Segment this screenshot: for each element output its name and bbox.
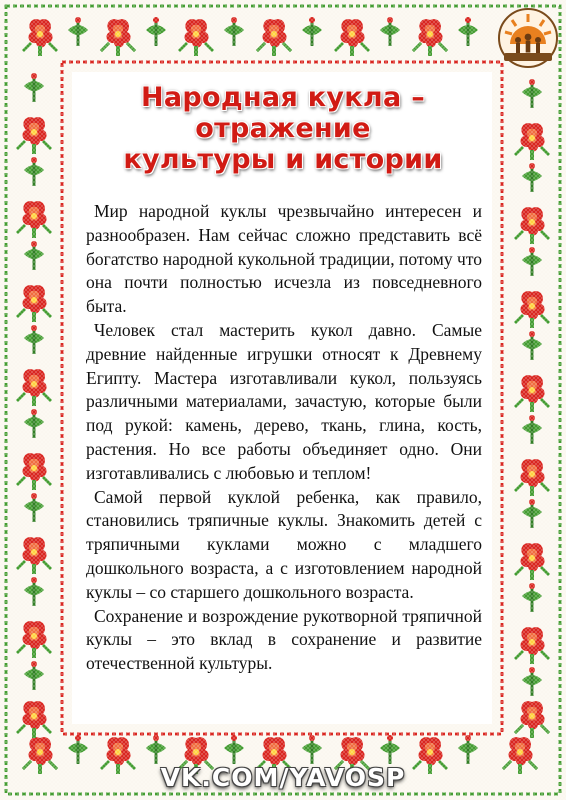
title-line: культуры и истории — [123, 144, 443, 175]
article-paragraph: Сохранение и возрождение рукотворной тряпичной куклы – это вклад в сохранение и развитие отечественной культуры. — [86, 605, 482, 674]
article-body — [86, 200, 482, 676]
title-line: отражение — [195, 113, 371, 144]
article-paragraph: Мир народной куклы чрезвычайно интересен и разнообразен. Нам сейчас сложно представить всё богатство народной кукольной традиции, потому что она почти полностью исчезла из повседневного быта. — [86, 201, 482, 317]
watermark-link: VK.COM/YAVOSP — [160, 763, 406, 792]
title-line: Народная кукла – — [140, 82, 426, 113]
article-paragraph: Самой первой куклой ребенка, как правило, становились тряпичные куклы. Знакомить детей с тряпичными куклами можно с младшего дошкольного возраста, а с изготовлением народной куклы – со старшего дошкольного возраста. — [86, 486, 482, 602]
article-paragraph: Человек стал мастерить кукол давно. Самые древние найденные игрушки относят к Древнему Египту. Мастера изготавливали кукол, пользуясь различными материалами, зачастую, которые были под рукой: камень, дерево, ткань, глина, кость, растения. Но все работы объединяет одно. Они изготавливались с любовью и теплом! — [86, 319, 482, 483]
family-sun-logo-icon — [496, 6, 560, 70]
page-title — [72, 82, 494, 175]
